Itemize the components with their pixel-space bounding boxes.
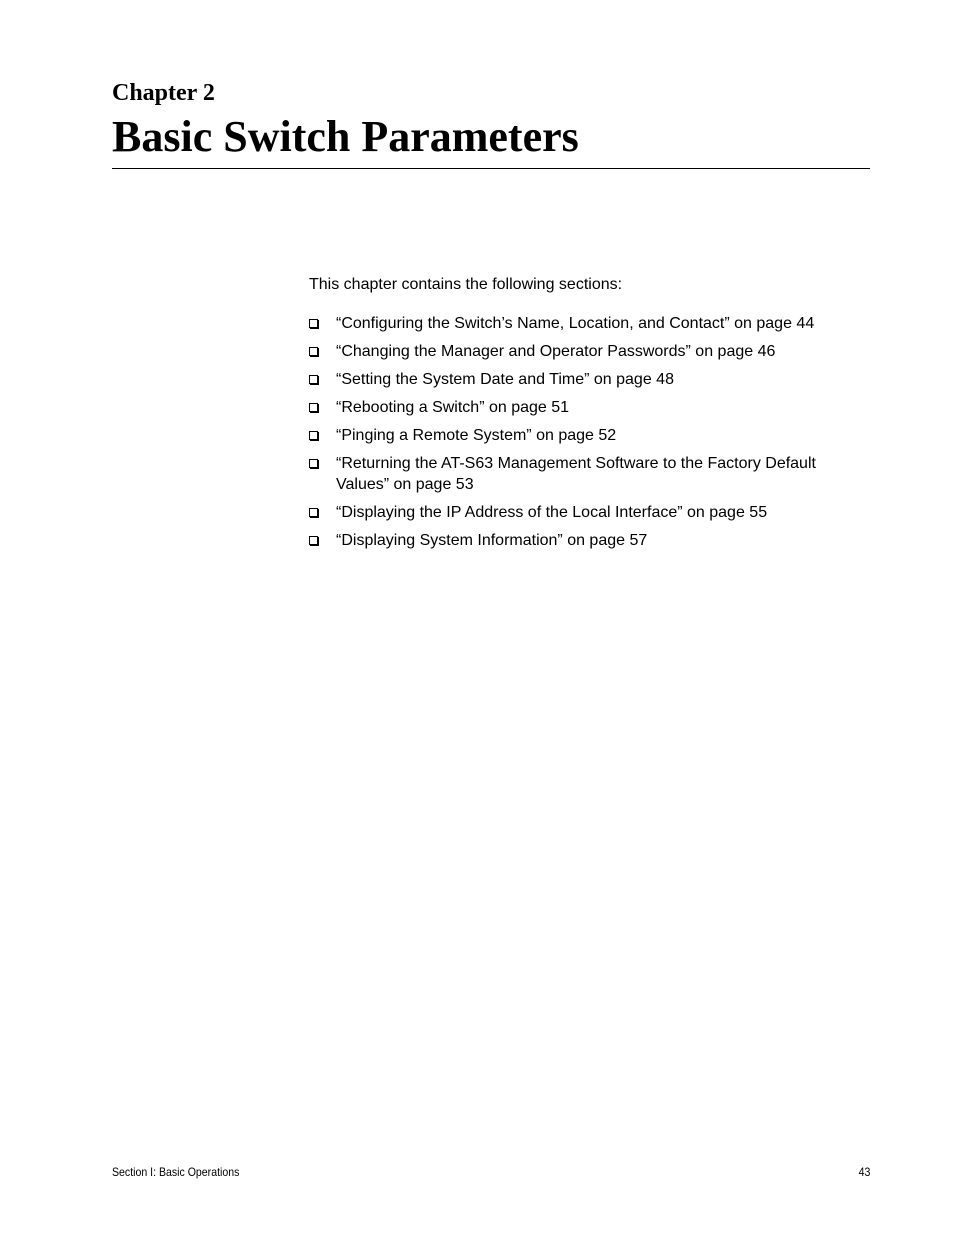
list-item: [309, 369, 854, 390]
checkbox-bullet-icon: [309, 459, 318, 468]
footer-page-number: 43: [858, 1165, 870, 1179]
section-list: [309, 313, 854, 558]
checkbox-bullet-icon: [309, 508, 318, 517]
checkbox-bullet-icon: [309, 319, 318, 328]
chapter-title: Basic Switch Parameters: [112, 112, 579, 161]
list-item: [309, 341, 854, 362]
checkbox-bullet-icon: [309, 375, 318, 384]
section-link-text[interactable]: “Displaying System Information” on page 57: [336, 532, 648, 549]
intro-text: This chapter contains the following sections:: [309, 276, 623, 293]
list-item: [309, 397, 854, 418]
title-divider: [112, 168, 870, 169]
list-item: [309, 313, 854, 334]
checkbox-bullet-icon: [309, 347, 318, 356]
section-link-text[interactable]: “Changing the Manager and Operator Passwords” on page 46: [336, 343, 776, 360]
section-link-text[interactable]: “Rebooting a Switch” on page 51: [336, 399, 570, 416]
checkbox-bullet-icon: [309, 403, 318, 412]
section-link-text[interactable]: “Pinging a Remote System” on page 52: [336, 427, 617, 444]
list-item: [309, 453, 854, 495]
list-item: [309, 425, 854, 446]
section-link-text[interactable]: “Configuring the Switch’s Name, Location, and Contact” on page 44: [336, 315, 815, 332]
section-link-text[interactable]: “Returning the AT-S63 Management Software to the Factory Default Values” on page 53: [336, 455, 816, 493]
list-item: [309, 530, 854, 551]
checkbox-bullet-icon: [309, 431, 318, 440]
list-item: [309, 502, 854, 523]
chapter-label: Chapter 2: [112, 80, 215, 106]
section-link-text[interactable]: “Displaying the IP Address of the Local Interface” on page 55: [336, 504, 768, 521]
section-link-text[interactable]: “Setting the System Date and Time” on page 48: [336, 371, 674, 388]
checkbox-bullet-icon: [309, 536, 318, 545]
footer-section-label: Section I: Basic Operations: [112, 1165, 240, 1179]
